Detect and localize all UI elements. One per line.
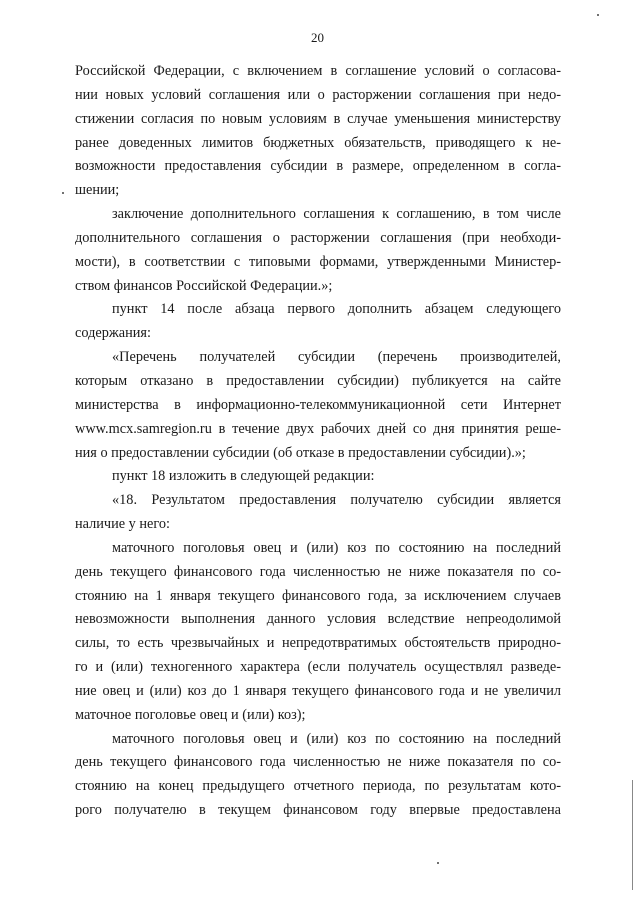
text-line: заключение дополнительного соглашения к соглашению, в том числе: [112, 206, 561, 223]
page-number: 20: [311, 30, 324, 45]
text-line: стижении согласия по новым условиям в случае уменьшения министерству: [75, 110, 561, 127]
scan-speck: [597, 14, 599, 16]
text-line: маточного поголовья овец и (или) коз по состоянию на последний: [112, 730, 561, 747]
text-line: «18. Результатом предоставления получателю субсидии является: [112, 492, 561, 509]
text-line: день текущего финансового года численностью не ниже показателя по со-: [75, 563, 561, 580]
text-line: министерства в информационно-телекоммуникационной сети Интернет: [75, 396, 561, 413]
text-line: нии новых условий соглашения или о расторжении соглашения при недо-: [75, 86, 561, 103]
text-line: стоянию на конец предыдущего отчетного периода, по результатам кото-: [75, 778, 561, 795]
text-line: рого получателю в текущем финансовом году впервые предоставлена: [75, 802, 561, 819]
text-line: наличие у него:: [75, 516, 171, 533]
text-line: силы, то есть чрезвычайных и непредотвратимых обстоятельств природно-: [75, 635, 561, 652]
text-line: стоянию на 1 января текущего финансового года, за исключением случаев: [75, 587, 561, 604]
text-line: содержания:: [75, 325, 151, 342]
text-line: дополнительного соглашения о расторжении соглашения (при необходи-: [75, 229, 561, 246]
scan-speck: [437, 862, 439, 864]
text-line: «Перечень получателей субсидии (перечень производителей,: [112, 349, 561, 366]
scan-speck: [62, 192, 64, 194]
text-line: ранее доведенных лимитов бюджетных обязательств, приводящего к не-: [75, 134, 561, 151]
text-line: ние овец и (или) коз до 1 января текущего финансового года и не увеличил: [75, 682, 561, 699]
text-line: которым отказано в предоставлении субсидии) публикуется на сайте: [75, 372, 561, 389]
text-line: мости), в соответствии с типовыми формами, утвержденными Министер-: [75, 253, 561, 270]
text-line: маточного поголовья овец и (или) коз по состоянию на последний: [112, 539, 561, 556]
text-line: день текущего финансового года численностью не ниже показателя по со-: [75, 754, 561, 771]
text-line: ния о предоставлении субсидии (об отказе в предоставлении субсидии).»;: [75, 444, 526, 461]
text-line: невозможности выполнения данного условия вследствие непреодолимой: [75, 611, 561, 628]
text-line: возможности предоставления субсидии в размере, определенном в согла-: [75, 158, 561, 175]
text-line: шении;: [75, 182, 120, 199]
document-body: [75, 60, 561, 823]
text-line: ством финансов Российской Федерации.»;: [75, 277, 333, 294]
text-line: www.mcx.samregion.ru в течение двух рабочих дней со дня принятия реше-: [75, 420, 561, 437]
scan-edge: [632, 780, 633, 890]
text-line: маточное поголовье овец и (или) коз);: [75, 706, 306, 723]
text-line: пункт 14 после абзаца первого дополнить абзацем следующего: [112, 301, 561, 318]
text-line: пункт 18 изложить в следующей редакции:: [112, 468, 375, 485]
text-line: Российской Федерации, с включением в соглашение условий о согласова-: [75, 63, 561, 79]
text-line: го и (или) техногенного характера (если получатель осуществлял разведе-: [75, 659, 561, 676]
